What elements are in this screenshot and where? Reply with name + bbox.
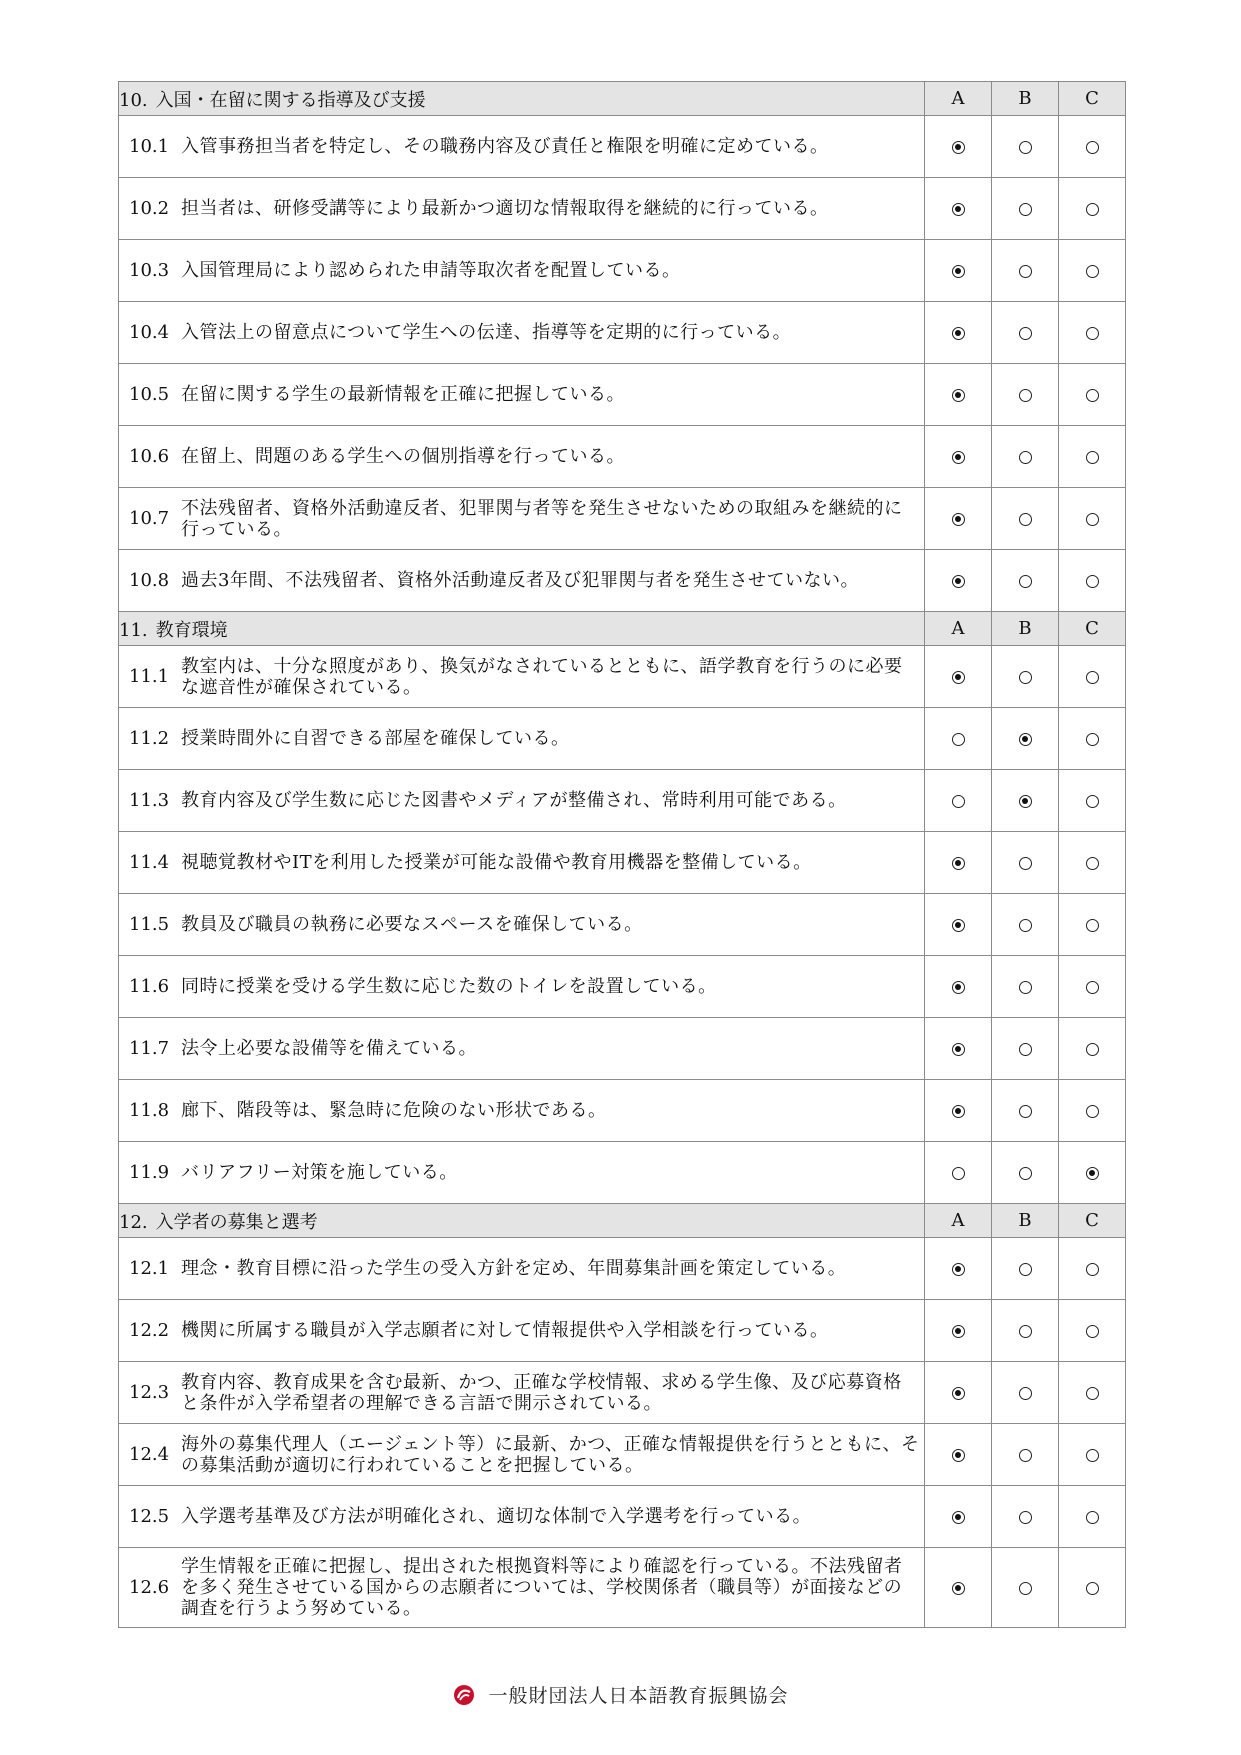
table-row <box>119 426 1126 488</box>
section-title <box>119 612 925 646</box>
option-cell-c <box>1059 832 1126 894</box>
option-header-a: A <box>925 1204 992 1238</box>
item-cell <box>119 1486 925 1548</box>
item-cell <box>119 1548 925 1628</box>
item-number: 11.7 <box>129 1038 170 1059</box>
item-cell <box>119 426 925 488</box>
item-cell <box>119 550 925 612</box>
item-cell <box>119 364 925 426</box>
radio-a[interactable] <box>952 1582 965 1595</box>
option-header-b: B <box>992 82 1059 116</box>
item-number: 12.1 <box>129 1258 170 1279</box>
option-header-a: A <box>925 82 992 116</box>
section-number: 10. <box>119 89 148 111</box>
table-row <box>119 770 1126 832</box>
option-cell-a <box>925 1238 992 1300</box>
radio-c[interactable] <box>1086 1449 1099 1462</box>
item-text: 視聴覚教材やITを利用した授業が可能な設備や教育用機器を整備している。 <box>181 852 812 873</box>
option-cell-c <box>1059 956 1126 1018</box>
option-cell-c <box>1059 1300 1126 1362</box>
radio-b[interactable] <box>1019 1582 1032 1595</box>
option-cell-b <box>992 1018 1059 1080</box>
option-cell-b <box>992 302 1059 364</box>
radio-b[interactable] <box>1019 795 1032 808</box>
radio-a[interactable] <box>952 1167 965 1180</box>
radio-b[interactable] <box>1019 265 1032 278</box>
option-cell-b <box>992 1142 1059 1204</box>
option-cell-a <box>925 1548 992 1628</box>
item-text: 過去3年間、不法残留者、資格外活動違反者及び犯罪関与者を発生させていない。 <box>181 570 859 591</box>
item-cell <box>119 1238 925 1300</box>
radio-b[interactable] <box>1019 857 1032 870</box>
radio-b[interactable] <box>1019 1325 1032 1338</box>
option-cell-c <box>1059 708 1126 770</box>
item-number: 12.6 <box>129 1577 170 1598</box>
radio-c[interactable] <box>1086 1582 1099 1595</box>
radio-b[interactable] <box>1019 389 1032 402</box>
radio-a[interactable] <box>952 389 965 402</box>
radio-b[interactable] <box>1019 141 1032 154</box>
item-number: 11.2 <box>129 728 170 749</box>
section-title-text: 入国・在留に関する指導及び支援 <box>155 89 426 111</box>
radio-a[interactable] <box>952 1511 965 1524</box>
option-cell-a <box>925 426 992 488</box>
option-cell-c <box>1059 1018 1126 1080</box>
radio-b[interactable] <box>1019 1511 1032 1524</box>
item-number: 10.2 <box>129 198 170 219</box>
option-cell-b <box>992 1424 1059 1486</box>
item-text: 入学選考基準及び方法が明確化され、適切な体制で入学選考を行っている。 <box>181 1506 812 1527</box>
organization-name: 一般財団法人日本語教育振興協会 <box>488 1685 789 1707</box>
table-row <box>119 1080 1126 1142</box>
radio-a[interactable] <box>952 1043 965 1056</box>
radio-a[interactable] <box>952 203 965 216</box>
table-row <box>119 364 1126 426</box>
table-row <box>119 550 1126 612</box>
item-text: 学生情報を正確に把握し、提出された根拠資料等により確認を行っている。不法残留者を多く発生させている国からの志願者については、学校関係者（職員等）が面接などの調査を行うよう努めている。 <box>181 1556 903 1619</box>
table-row <box>119 178 1126 240</box>
option-cell-a <box>925 832 992 894</box>
option-cell-b <box>992 1548 1059 1628</box>
item-number: 11.4 <box>129 852 170 873</box>
radio-a[interactable] <box>952 1449 965 1462</box>
item-text: 廊下、階段等は、緊急時に危険のない形状である。 <box>181 1100 607 1121</box>
option-cell-c <box>1059 646 1126 708</box>
section-title <box>119 82 925 116</box>
item-number: 12.3 <box>129 1382 170 1403</box>
radio-c[interactable] <box>1086 981 1099 994</box>
table-row <box>119 116 1126 178</box>
radio-c[interactable] <box>1086 733 1099 746</box>
option-header-c: C <box>1059 612 1126 646</box>
radio-c[interactable] <box>1086 1325 1099 1338</box>
table-row <box>119 1548 1126 1628</box>
table-row <box>119 240 1126 302</box>
item-number: 11.6 <box>129 976 170 997</box>
option-header-b: B <box>992 1204 1059 1238</box>
option-cell-a <box>925 1300 992 1362</box>
option-cell-b <box>992 1300 1059 1362</box>
item-cell <box>119 1362 925 1424</box>
item-number: 10.7 <box>129 508 170 529</box>
item-cell <box>119 708 925 770</box>
section-header-row <box>119 82 1126 116</box>
section-number: 12. <box>119 1211 148 1233</box>
item-number: 10.4 <box>129 322 170 343</box>
item-cell <box>119 178 925 240</box>
radio-a[interactable] <box>952 451 965 464</box>
option-cell-a <box>925 956 992 1018</box>
radio-a[interactable] <box>952 1325 965 1338</box>
option-cell-a <box>925 178 992 240</box>
table-row <box>119 1362 1126 1424</box>
option-header-a: A <box>925 612 992 646</box>
option-cell-c <box>1059 550 1126 612</box>
option-cell-c <box>1059 770 1126 832</box>
footer <box>0 1681 1241 1708</box>
option-cell-c <box>1059 1142 1126 1204</box>
option-cell-c <box>1059 1238 1126 1300</box>
option-header-b: B <box>992 612 1059 646</box>
table-row <box>119 1238 1126 1300</box>
item-number: 11.3 <box>129 790 170 811</box>
radio-a[interactable] <box>952 265 965 278</box>
section-title-text: 教育環境 <box>155 619 228 641</box>
item-text: 理念・教育目標に沿った学生の受入方針を定め、年間募集計画を策定している。 <box>181 1258 847 1279</box>
item-cell <box>119 956 925 1018</box>
radio-c[interactable] <box>1086 857 1099 870</box>
radio-c[interactable] <box>1086 327 1099 340</box>
radio-b[interactable] <box>1019 513 1032 526</box>
radio-c[interactable] <box>1086 513 1099 526</box>
item-text: 同時に授業を受ける学生数に応じた数のトイレを設置している。 <box>181 976 717 997</box>
radio-c[interactable] <box>1086 1511 1099 1524</box>
option-cell-a <box>925 646 992 708</box>
item-text: 教育内容、教育成果を含む最新、かつ、正確な学校情報、求める学生像、及び応募資格と条件が入学希望者の理解できる言語で開示されている。 <box>181 1371 902 1414</box>
option-cell-b <box>992 426 1059 488</box>
option-cell-b <box>992 364 1059 426</box>
option-cell-a <box>925 240 992 302</box>
item-cell <box>119 240 925 302</box>
item-number: 12.2 <box>129 1320 170 1341</box>
table-row <box>119 1300 1126 1362</box>
option-cell-b <box>992 550 1059 612</box>
option-cell-b <box>992 1486 1059 1548</box>
option-cell-c <box>1059 364 1126 426</box>
option-cell-c <box>1059 426 1126 488</box>
radio-b[interactable] <box>1019 451 1032 464</box>
table-row <box>119 708 1126 770</box>
radio-b[interactable] <box>1019 1387 1032 1400</box>
item-cell <box>119 770 925 832</box>
option-cell-b <box>992 646 1059 708</box>
radio-a[interactable] <box>952 141 965 154</box>
radio-a[interactable] <box>952 919 965 932</box>
radio-a[interactable] <box>952 1105 965 1118</box>
option-cell-b <box>992 832 1059 894</box>
item-number: 11.9 <box>129 1162 170 1183</box>
item-text: 機関に所属する職員が入学志願者に対して情報提供や入学相談を行っている。 <box>181 1320 829 1341</box>
radio-b[interactable] <box>1019 1263 1032 1276</box>
radio-c[interactable] <box>1086 389 1099 402</box>
item-number: 10.3 <box>129 260 170 281</box>
option-cell-a <box>925 1424 992 1486</box>
option-cell-a <box>925 1362 992 1424</box>
item-cell <box>119 488 925 550</box>
option-cell-a <box>925 1486 992 1548</box>
table-row <box>119 894 1126 956</box>
item-text: 不法残留者、資格外活動違反者、犯罪関与者等を発生させないための取組みを継続的に行っている。 <box>181 497 903 540</box>
radio-c[interactable] <box>1086 671 1099 684</box>
item-number: 12.4 <box>129 1444 170 1465</box>
item-cell <box>119 1142 925 1204</box>
item-cell <box>119 302 925 364</box>
radio-b[interactable] <box>1019 733 1032 746</box>
radio-b[interactable] <box>1019 671 1032 684</box>
item-number: 12.5 <box>129 1506 170 1527</box>
option-cell-c <box>1059 240 1126 302</box>
section-title <box>119 1204 925 1238</box>
item-number: 10.5 <box>129 384 170 405</box>
radio-c[interactable] <box>1086 203 1099 216</box>
radio-b[interactable] <box>1019 1167 1032 1180</box>
option-cell-c <box>1059 302 1126 364</box>
item-text: 授業時間外に自習できる部屋を確保している。 <box>181 728 570 749</box>
table-row <box>119 1018 1126 1080</box>
item-text: 教育内容及び学生数に応じた図書やメディアが整備され、常時利用可能である。 <box>181 790 847 811</box>
item-text: 在留上、問題のある学生への個別指導を行っている。 <box>181 446 625 467</box>
section-header-row <box>119 612 1126 646</box>
option-cell-a <box>925 364 992 426</box>
option-cell-c <box>1059 1486 1126 1548</box>
item-cell <box>119 646 925 708</box>
option-cell-c <box>1059 1548 1126 1628</box>
radio-b[interactable] <box>1019 575 1032 588</box>
table-row <box>119 1424 1126 1486</box>
option-cell-a <box>925 550 992 612</box>
option-cell-b <box>992 240 1059 302</box>
option-cell-b <box>992 116 1059 178</box>
option-cell-b <box>992 894 1059 956</box>
radio-a[interactable] <box>952 1263 965 1276</box>
item-text: 教員及び職員の執務に必要なスペースを確保している。 <box>181 914 643 935</box>
option-cell-c <box>1059 488 1126 550</box>
radio-a[interactable] <box>952 575 965 588</box>
item-number: 10.1 <box>129 136 170 157</box>
radio-a[interactable] <box>952 1387 965 1400</box>
item-cell <box>119 1424 925 1486</box>
radio-c[interactable] <box>1086 265 1099 278</box>
radio-a[interactable] <box>952 733 965 746</box>
section-number: 11. <box>119 619 148 641</box>
item-number: 11.5 <box>129 914 170 935</box>
item-cell <box>119 1080 925 1142</box>
item-number: 11.1 <box>129 666 170 687</box>
table-row <box>119 832 1126 894</box>
section-title-text: 入学者の募集と選考 <box>155 1211 318 1233</box>
radio-a[interactable] <box>952 513 965 526</box>
radio-c[interactable] <box>1086 1043 1099 1056</box>
radio-c[interactable] <box>1086 795 1099 808</box>
option-cell-c <box>1059 894 1126 956</box>
option-cell-a <box>925 1080 992 1142</box>
table-row <box>119 302 1126 364</box>
option-header-c: C <box>1059 82 1126 116</box>
radio-c[interactable] <box>1086 141 1099 154</box>
option-cell-a <box>925 302 992 364</box>
radio-a[interactable] <box>952 671 965 684</box>
radio-c[interactable] <box>1086 1167 1099 1180</box>
radio-a[interactable] <box>952 857 965 870</box>
option-cell-c <box>1059 1080 1126 1142</box>
option-cell-b <box>992 1362 1059 1424</box>
item-text: 入管事務担当者を特定し、その職務内容及び責任と権限を明確に定めている。 <box>181 136 829 157</box>
item-number: 10.6 <box>129 446 170 467</box>
option-cell-b <box>992 956 1059 1018</box>
option-header-c: C <box>1059 1204 1126 1238</box>
option-cell-a <box>925 770 992 832</box>
option-cell-a <box>925 708 992 770</box>
radio-c[interactable] <box>1086 1105 1099 1118</box>
radio-c[interactable] <box>1086 575 1099 588</box>
item-text: 入国管理局により認められた申請等取次者を配置している。 <box>181 260 681 281</box>
item-cell <box>119 894 925 956</box>
item-text: 教室内は、十分な照度があり、換気がなされているとともに、語学教育を行うのに必要な遮音性が確保されている。 <box>181 655 903 698</box>
option-cell-a <box>925 488 992 550</box>
option-cell-c <box>1059 1362 1126 1424</box>
option-cell-a <box>925 1142 992 1204</box>
radio-b[interactable] <box>1019 203 1032 216</box>
table-row <box>119 1486 1126 1548</box>
item-number: 10.8 <box>129 570 170 591</box>
item-cell <box>119 832 925 894</box>
radio-b[interactable] <box>1019 1105 1032 1118</box>
item-text: 法令上必要な設備等を備えている。 <box>181 1038 477 1059</box>
option-cell-b <box>992 1080 1059 1142</box>
option-cell-a <box>925 894 992 956</box>
item-text: 在留に関する学生の最新情報を正確に把握している。 <box>181 384 625 405</box>
item-text: 海外の募集代理人（エージェント等）に最新、かつ、正確な情報提供を行うとともに、その募集活動が適切に行われていることを把握している。 <box>181 1433 920 1476</box>
option-cell-c <box>1059 116 1126 178</box>
option-cell-c <box>1059 1424 1126 1486</box>
association-logo-icon <box>452 1683 476 1707</box>
item-text: バリアフリー対策を施している。 <box>181 1162 458 1183</box>
table-row <box>119 1142 1126 1204</box>
item-cell <box>119 1018 925 1080</box>
item-text: 入管法上の留意点について学生への伝達、指導等を定期的に行っている。 <box>181 322 792 343</box>
radio-b[interactable] <box>1019 1449 1032 1462</box>
item-text: 担当者は、研修受講等により最新かつ適切な情報取得を継続的に行っている。 <box>181 198 829 219</box>
radio-c[interactable] <box>1086 1263 1099 1276</box>
radio-a[interactable] <box>952 327 965 340</box>
table-row <box>119 646 1126 708</box>
evaluation-table <box>118 81 1126 1628</box>
radio-b[interactable] <box>1019 919 1032 932</box>
radio-b[interactable] <box>1019 1043 1032 1056</box>
radio-c[interactable] <box>1086 919 1099 932</box>
item-cell <box>119 1300 925 1362</box>
option-cell-c <box>1059 178 1126 240</box>
option-cell-b <box>992 708 1059 770</box>
radio-a[interactable] <box>952 795 965 808</box>
radio-c[interactable] <box>1086 1387 1099 1400</box>
radio-b[interactable] <box>1019 327 1032 340</box>
table-row <box>119 488 1126 550</box>
option-cell-b <box>992 488 1059 550</box>
item-cell <box>119 116 925 178</box>
option-cell-a <box>925 1018 992 1080</box>
option-cell-a <box>925 116 992 178</box>
radio-c[interactable] <box>1086 451 1099 464</box>
radio-b[interactable] <box>1019 981 1032 994</box>
table-row <box>119 956 1126 1018</box>
radio-a[interactable] <box>952 981 965 994</box>
section-header-row <box>119 1204 1126 1238</box>
option-cell-b <box>992 770 1059 832</box>
item-number: 11.8 <box>129 1100 170 1121</box>
option-cell-b <box>992 178 1059 240</box>
option-cell-b <box>992 1238 1059 1300</box>
